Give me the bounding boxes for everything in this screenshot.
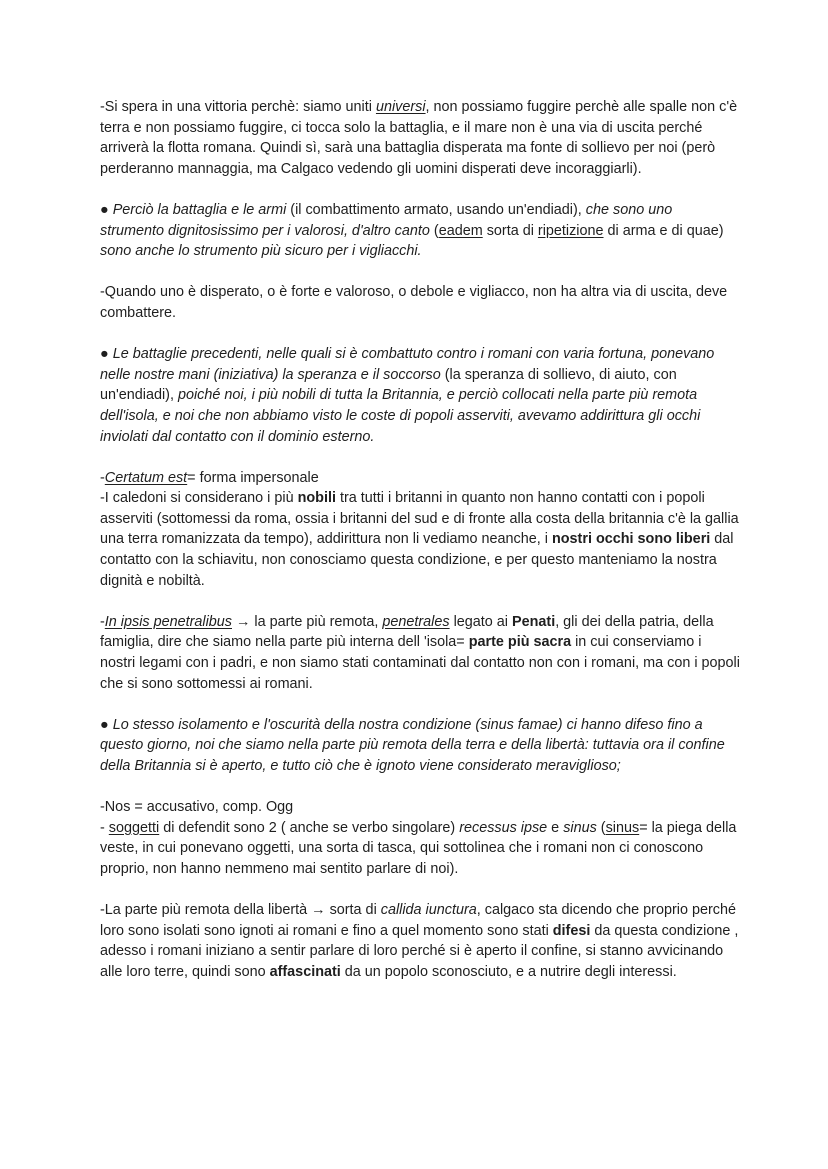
text-run: eadem bbox=[438, 222, 483, 239]
text-run: - bbox=[100, 469, 105, 486]
text-run: poiché noi, i più nobili di tutta la Britannia, e perciò collocati nella parte più remota dell'isola, e noi che non abbiamo visto le coste di popoli asserviti, avevamo addirittura gli occhi inviolati dal contatto con il dominio esterno. bbox=[100, 387, 701, 445]
text-run: affascinati bbox=[269, 963, 341, 980]
text-run: -La parte più remota della libertà → sorta di bbox=[100, 902, 381, 919]
text-run: parte più sacra bbox=[468, 634, 572, 651]
text-run: soggetti bbox=[108, 819, 160, 836]
text-run: dal contatto con la schiavitu, non conosciamo questa condizione, e per questo manteniamo la nostra dignità e nobiltà. bbox=[100, 531, 734, 589]
text-run: nobili bbox=[297, 490, 336, 507]
text-run: ( bbox=[429, 222, 439, 239]
text-run: legato ai bbox=[449, 613, 512, 630]
text-run: - bbox=[100, 613, 105, 630]
text-run: di arma e di quae) bbox=[603, 222, 724, 239]
paragraph-p6 bbox=[100, 612, 740, 694]
text-run: Perciò la battaglia e le armi bbox=[112, 201, 287, 218]
text-run: = la piega della veste, in cui ponevano oggetti, una sorta di tasca, qui sottolinea che i romani non ci conoscono proprio, non hanno nemmeno mai sentito parlare di noi). bbox=[100, 819, 737, 877]
text-run: (la speranza di sollievo, di aiuto, con un'endiadi), bbox=[100, 366, 677, 404]
text-run: da un popolo sconosciuto, e a nutrire degli interessi. bbox=[340, 963, 677, 980]
text-run: sono anche lo strumento più sicuro per i vigliacchi. bbox=[100, 243, 422, 260]
text-run: difesi bbox=[552, 922, 591, 939]
text-run: recessus ipse bbox=[459, 819, 548, 836]
text-run: ( bbox=[596, 819, 606, 836]
text-run: nostri occhi sono liberi bbox=[551, 531, 711, 548]
text-run: , non possiamo fuggire perchè alle spalle non c'è terra e non possiamo fuggire, ci tocca solo la battaglia, e il mare non è una via di uscita perché arriverà la flotta romana. Quindi sì, sarà una battaglia disperata ma fonte di sollievo per noi (però perderanno mannaggia, ma Calgaco vedendo gli uomini disperati deve incoraggiarli). bbox=[100, 99, 738, 177]
text-run: -Nos = accusativo, comp. Ogg bbox=[100, 799, 294, 816]
paragraph-p5a bbox=[100, 468, 740, 489]
text-run: sinus bbox=[605, 819, 640, 836]
text-run: ● bbox=[100, 716, 113, 733]
text-run: Lo stesso isolamento e l'oscurità della nostra condizione (sinus famae) ci hanno difeso fino a questo giorno, noi che siamo nella parte più remota della terra e della libertà: tuttavia ora il confine della Britannia si è aperto, e tutto ciò che è ignoto viene considerato meraviglioso; bbox=[100, 716, 725, 774]
text-run: - bbox=[100, 819, 109, 836]
text-run: di defendit sono 2 ( anche se verbo singolare) bbox=[159, 819, 460, 836]
text-run: ripetizione bbox=[537, 222, 604, 239]
text-run: -Si spera in una vittoria perchè: siamo uniti bbox=[100, 99, 376, 115]
text-run: penetrales bbox=[382, 613, 450, 630]
text-run: tra tutti i britanni in quanto non hanno contatti con i popoli asserviti (sottomessi da roma, ossia i britanni del sud e di fronte alla costa della britannia c'è la gallia una terra romanizzata da tempo), addirittura non li vediamo neanche, i bbox=[100, 490, 739, 548]
text-run: universi bbox=[375, 99, 426, 115]
document-page bbox=[100, 97, 740, 1003]
paragraph-p3 bbox=[100, 282, 740, 323]
paragraph-p8b bbox=[100, 818, 740, 880]
text-run: da questa condizione , adesso i romani iniziano a sentir parlare di loro perché si è aperto il confine, si stanno avvicinando alle loro terre, quindi sono bbox=[100, 922, 739, 980]
paragraph-p7 bbox=[100, 715, 740, 777]
text-run: callida iunctura bbox=[380, 902, 477, 919]
paragraph-p1 bbox=[100, 97, 740, 179]
text-run: Penati bbox=[512, 613, 556, 630]
text-run: Certatum est bbox=[104, 469, 188, 486]
text-run: sorta di bbox=[482, 222, 538, 239]
paragraph-p8a bbox=[100, 797, 740, 818]
text-run: , calgaco sta dicendo che proprio perché loro sono isolati sono ignoti ai romani e fino a quel momento sono stati bbox=[100, 902, 736, 939]
text-run: ● bbox=[100, 346, 113, 363]
text-run: = forma impersonale bbox=[187, 469, 319, 486]
text-run: In ipsis penetralibus bbox=[104, 613, 232, 630]
text-run: (il combattimento armato, usando un'endiadi), bbox=[286, 201, 586, 218]
paragraph-p5b bbox=[100, 488, 740, 591]
text-run: in cui conserviamo i nostri legami con i padri, e non siamo stati contaminati dal contatto non con i romani, ma con i popoli che si sono sottomessi ai romani. bbox=[100, 634, 740, 692]
text-run: -I caledoni si considerano i più bbox=[100, 490, 298, 507]
paragraph-p4 bbox=[100, 344, 740, 447]
text-run: Le battaglie precedenti, nelle quali si è combattuto contro i romani con varia fortuna, ponevano nelle nostre mani (iniziativa) la speranza e il soccorso bbox=[100, 346, 715, 383]
paragraph-p9 bbox=[100, 900, 740, 982]
text-run: ● bbox=[100, 201, 113, 218]
text-run: , gli dei della patria, della famiglia, dire che siamo nella parte più interna dell 'isola= bbox=[100, 613, 714, 651]
text-run: sinus bbox=[563, 819, 597, 836]
text-run: e bbox=[547, 819, 564, 836]
text-run: → la parte più remota, bbox=[232, 613, 383, 630]
text-run: -Quando uno è disperato, o è forte e valoroso, o debole e vigliacco, non ha altra via di uscita, deve combattere. bbox=[100, 284, 728, 321]
text-run: che sono uno strumento dignitosissimo per i valorosi, d'altro canto bbox=[100, 201, 673, 239]
paragraph-p2 bbox=[100, 200, 740, 262]
